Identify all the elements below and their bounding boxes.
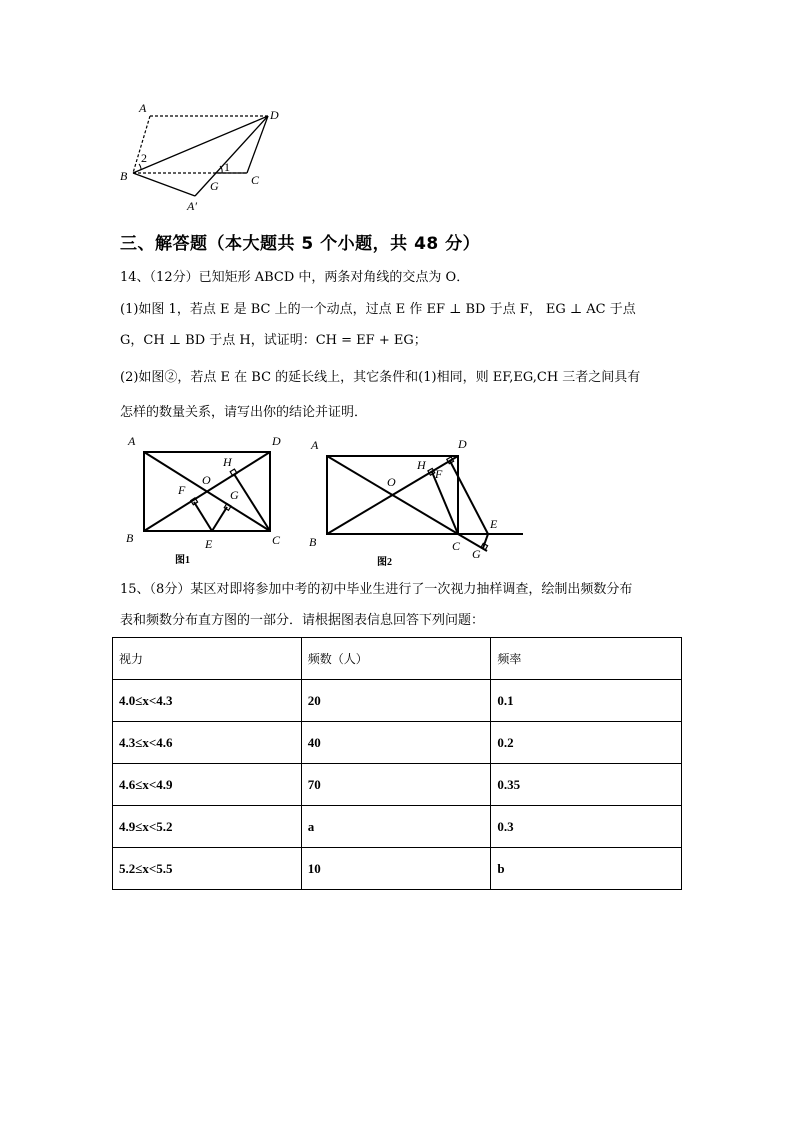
table-row bbox=[113, 848, 682, 890]
cell-count: a bbox=[301, 806, 491, 848]
diagonal-BD bbox=[133, 116, 268, 173]
fig2-caption: 图2 bbox=[377, 557, 392, 568]
fig1-label-F: F bbox=[178, 483, 186, 497]
header-count: 频数（人） bbox=[301, 638, 491, 680]
fig1-label-D: D bbox=[272, 434, 281, 448]
cell-frequency: 0.35 bbox=[491, 764, 682, 806]
table-row bbox=[113, 806, 682, 848]
header-vision: 视力 bbox=[113, 638, 302, 680]
fig1-caption: 图1 bbox=[175, 555, 190, 566]
figure-2 bbox=[305, 432, 535, 572]
label-C: C bbox=[251, 173, 260, 187]
q15-line1: 15、（8分）某区对即将参加中考的初中毕业生进行了一次视力抽样调查，绘制出频数分布 bbox=[120, 582, 633, 597]
q14-line2: (1)如图 1，若点 E 是 BC 上的一个动点，过点 E 作 EF ⊥ BD 于点 F， EG ⊥ AC 于点 bbox=[120, 302, 636, 317]
segment-CH bbox=[234, 474, 270, 531]
edge-DC bbox=[247, 116, 268, 173]
segment-EG bbox=[212, 507, 227, 531]
section-title: 三、解答题（本大题共 5 个小题，共 48 分） bbox=[120, 234, 481, 254]
fig1-label-B: B bbox=[126, 531, 134, 545]
q14-line1: 14、（12分）已知矩形 ABCD 中，两条对角线的交点为 O． bbox=[120, 270, 470, 285]
fig1-label-C: C bbox=[272, 533, 281, 547]
q14-line5: 怎样的数量关系，请写出你的结论并证明． bbox=[120, 405, 368, 420]
right-angle-H bbox=[230, 469, 237, 476]
label-B: B bbox=[120, 169, 128, 183]
cell-count: 20 bbox=[301, 680, 491, 722]
cell-count: 10 bbox=[301, 848, 491, 890]
fig2-label-B: B bbox=[309, 535, 317, 549]
q15-line2: 表和频数分布直方图的一部分．请根据图表信息回答下列问题： bbox=[120, 613, 485, 628]
label-A-prime: A′ bbox=[187, 199, 197, 213]
header-frequency: 频率 bbox=[491, 638, 682, 680]
table-row bbox=[113, 722, 682, 764]
fig2-label-C: C bbox=[452, 539, 461, 553]
fig1-label-O: O bbox=[202, 473, 211, 487]
label-angle-1: 1 bbox=[224, 160, 230, 174]
label-D: D bbox=[270, 108, 279, 122]
label-angle-2: 2 bbox=[141, 151, 147, 165]
frequency-table bbox=[112, 637, 682, 890]
fig2-label-E: E bbox=[490, 517, 498, 531]
cell-count: 70 bbox=[301, 764, 491, 806]
table-header-row bbox=[113, 638, 682, 680]
fig2-label-D: D bbox=[458, 437, 467, 451]
segment-EF bbox=[194, 502, 212, 531]
fig2-label-F: F bbox=[435, 467, 443, 481]
fig1-label-G: G bbox=[230, 488, 239, 502]
cell-range: 4.6≤x<4.9 bbox=[113, 764, 302, 806]
segment-CH bbox=[432, 472, 458, 534]
fig1-label-E: E bbox=[205, 537, 213, 551]
edge-BA-prime bbox=[133, 173, 195, 196]
fig1-label-A: A bbox=[128, 434, 136, 448]
cell-frequency: 0.3 bbox=[491, 806, 682, 848]
cell-count: 40 bbox=[301, 722, 491, 764]
cell-range: 4.0≤x<4.3 bbox=[113, 680, 302, 722]
fig2-label-G: G bbox=[472, 547, 481, 561]
label-G: G bbox=[210, 179, 219, 193]
cell-frequency: b bbox=[491, 848, 682, 890]
table-row bbox=[113, 680, 682, 722]
fig2-label-A: A bbox=[311, 438, 319, 452]
cell-range: 4.3≤x<4.6 bbox=[113, 722, 302, 764]
label-A: A bbox=[139, 101, 147, 115]
segment-EF bbox=[450, 461, 488, 534]
fig1-label-H: H bbox=[223, 455, 232, 469]
table-row bbox=[113, 764, 682, 806]
figure-1 bbox=[120, 432, 295, 572]
fig2-label-O: O bbox=[387, 475, 396, 489]
cell-range: 4.9≤x<5.2 bbox=[113, 806, 302, 848]
q14-line3: G，CH ⊥ BD 于点 H，试证明：CH = EF + EG； bbox=[120, 333, 427, 348]
q14-line4: (2)如图②，若点 E 在 BC 的延长线上，其它条件和(1)相同，则 EF,EG,CH 三者之间具有 bbox=[120, 370, 641, 385]
cell-frequency: 0.1 bbox=[491, 680, 682, 722]
cell-frequency: 0.2 bbox=[491, 722, 682, 764]
cell-range: 5.2≤x<5.5 bbox=[113, 848, 302, 890]
fig2-label-H: H bbox=[417, 458, 426, 472]
figure-top-fold bbox=[112, 100, 292, 215]
